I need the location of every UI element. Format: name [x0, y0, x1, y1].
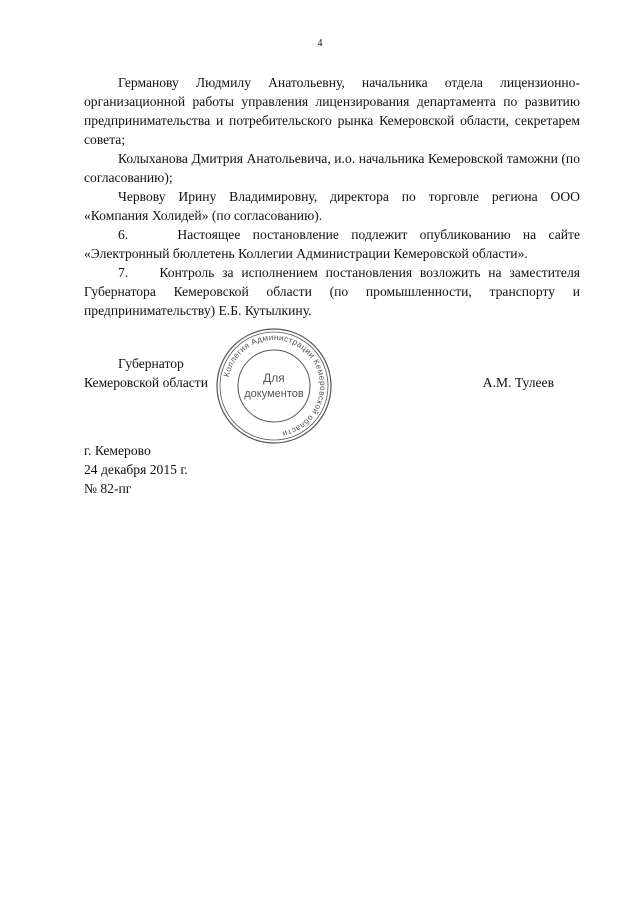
page-number: 4	[317, 38, 323, 49]
signature-title: Губернатор	[118, 356, 184, 371]
footer-date: 24 декабря 2015 г.	[84, 462, 188, 477]
paragraph-customs: Колыханова Дмитрия Анатольевича, и.о. начальника Кемеровской таможни (по согласованию);	[84, 151, 580, 185]
signature-name: А.М. Тулеев	[482, 375, 554, 390]
footer-number: № 82-пг	[84, 481, 132, 496]
paragraph-control: 7. Контроль за исполнением постановления возложить на заместителя Губернатора Кемеровской области (по промышленности, транспорту и предпринимательству) Е.Б. Кутылкину.	[84, 265, 580, 318]
paragraph-secretary: Германову Людмилу Анатольевну, начальника отдела лицензионно-организационной работы управления лицензирования департамента по развитию предпринимательства и потребительского рынка Кемеровской области, секретарем совета;	[84, 75, 580, 147]
paragraph-holiday-company: Червову Ирину Владимировну, директора по торговле региона ООО «Компания Холидей» (по согласованию).	[84, 189, 580, 223]
document-footer	[84, 441, 188, 498]
stamp-center-line-1: Для	[263, 371, 285, 385]
stamp-center-line-2: документов	[244, 388, 304, 400]
signature-region: Кемеровской области	[84, 375, 209, 390]
official-stamp	[214, 326, 334, 446]
stamp-ring-text: Коллегия Администрации Кемеровской области	[221, 332, 328, 439]
paragraph-publication: 6. Настоящее постановление подлежит опубликованию на сайте «Электронный бюллетень Коллегии Администрации Кемеровской области».	[84, 227, 580, 261]
document-body	[84, 73, 580, 320]
footer-city: г. Кемерово	[84, 443, 151, 458]
